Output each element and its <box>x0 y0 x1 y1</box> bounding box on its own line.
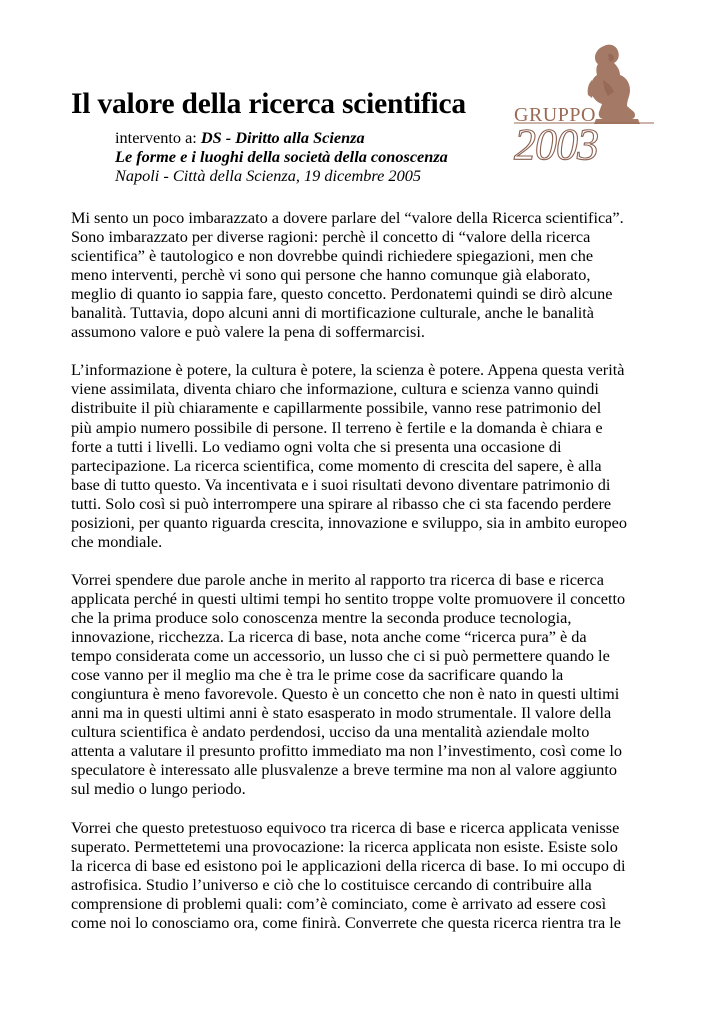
paragraph-line: che mondiale. <box>71 532 163 551</box>
paragraph-line: applicata perché in questi ultimi tempi ho sentito troppe volte promuovere il concetto <box>71 589 626 608</box>
logo-year: 2003 <box>514 120 598 169</box>
document-subtitle: Le forme e i luoghi della società della conoscenza <box>115 147 448 166</box>
paragraph-line: la ricerca di base ed esistono poi le applicazioni della ricerca di base. Io mi occupo di <box>71 856 626 875</box>
document-body <box>71 209 671 952</box>
paragraph-line: partecipazione. La ricerca scientifica, come momento di crescita del sapere, è alla <box>71 456 602 475</box>
paragraph-line: scientifica” è tautologico e non dovrebbe quindi richiedere spiegazioni, men che <box>71 247 594 266</box>
paragraph-line: innovazione, ricchezza. La ricerca di base, nota anche come “ricerca pura” è da <box>71 628 587 647</box>
paragraph-line: base di tutto questo. Va incentivata e i suoi risultati devono diventare patrimonio di <box>71 475 611 494</box>
paragraph-line: sul medio o lungo periodo. <box>71 780 246 799</box>
paragraph-line: Mi sento un poco imbarazzato a dovere parlare del “valore della Ricerca scientifica”. <box>71 209 624 227</box>
body-paragraph <box>71 819 671 933</box>
paragraph-line: forte a tutti i livelli. Lo vediamo ogni volta che si presenta una occasione di <box>71 437 562 456</box>
paragraph-line: viene assimilata, diventa chiaro che informazione, cultura e scienza vanno quindi <box>71 380 599 399</box>
paragraph-line: Vorrei che questo pretestuoso equivoco tra ricerca di base e ricerca applicata venisse <box>71 818 620 837</box>
paragraph-line: che la prima produce solo conoscenza mentre la seconda produce tecnologia, <box>71 608 572 627</box>
paragraph-line: banalità. Tuttavia, dopo alcuni anni di mortificazione culturale, anche le banalità <box>71 304 594 323</box>
paragraph-line: cose vanno per il meglio ma che è tra le prime cose da sacrificare quando la <box>71 666 564 685</box>
paragraph-line: posizioni, per quanto riguarda crescita, innovazione e sviluppo, sia in ambito europeo <box>71 513 627 532</box>
body-paragraph <box>71 571 671 800</box>
paragraph-line: più ampio numero possibile di persone. Il terreno è fertile e la domanda è chiara e <box>71 418 603 437</box>
paragraph-line: meglio di quanto io sappia fare, questo concetto. Perdonatemi quindi se dirò alcune <box>71 285 613 304</box>
paragraph-line: Vorrei spendere due parole anche in merito al rapporto tra ricerca di base e ricerca <box>71 570 604 589</box>
paragraph-line: L’informazione è potere, la cultura è potere, la scienza è potere. Appena questa verità <box>71 361 625 380</box>
paragraph-line: comprensione di problemi quali: com’è cominciato, come è arrivato ad essere così <box>71 894 607 913</box>
document-title: Il valore della ricerca scientifica <box>71 88 466 120</box>
venue-date: Napoli - Città della Scienza, 19 dicembre 2005 <box>115 166 421 185</box>
paragraph-line: congiuntura è meno favorevole. Questo è un concetto che non è nato in questi ultimi <box>71 685 620 704</box>
body-paragraph <box>71 209 671 342</box>
paragraph-line: speculatore è interessato alle plusvalenze a breve termine ma non al valore aggiunto <box>71 761 617 780</box>
document-meta <box>115 128 448 185</box>
paragraph-line: anni ma in questi ultimi anni è stato esasperato in modo strumentale. Il valore della <box>71 704 612 723</box>
intervento-prefix: intervento a: <box>115 128 201 147</box>
paragraph-line: attenta a valutare il presunto profitto immediato ma non l’investimento, così come lo <box>71 742 623 761</box>
paragraph-line: tempo considerata come un accessorio, un lusso che ci si può permettere quando le <box>71 647 610 666</box>
paragraph-line: come noi lo conosciamo ora, come finirà. Converrete che questa ricerca rientra tra le <box>71 913 621 932</box>
paragraph-line: astrofisica. Studio l’universo e ciò che lo costituisce cercando di contribuire alla <box>71 875 592 894</box>
paragraph-line: distribuite il più chiaramente e capillarmente possibile, vanno rese patrimonio del <box>71 399 602 418</box>
logo-word: GRUPPO <box>514 104 596 126</box>
paragraph-line: Sono imbarazzato per diverse ragioni: perchè il concetto di “valore della ricerca <box>71 228 591 247</box>
logo-wordmark <box>508 40 658 170</box>
body-paragraph <box>71 361 671 551</box>
intervento-event: DS - Diritto alla Scienza <box>200 128 365 147</box>
paragraph-line: cultura scientifica è andato perdendosi, ucciso da una mentalità aziendale molto <box>71 723 590 742</box>
paragraph-line: superato. Permettetemi una provocazione: la ricerca applicata non esiste. Esiste solo <box>71 837 618 856</box>
paragraph-line: meno interventi, perchè vi sono qui persone che hanno comunque già elaborato, <box>71 266 591 285</box>
paragraph-line: assumono valore e può valere la pena di soffermarcisi. <box>71 323 425 342</box>
paragraph-line: tutti. Solo così si può interrompere una spirare al ribasso che ci sta facendo perdere <box>71 494 612 513</box>
intervento-line <box>115 128 448 147</box>
gruppo-2003-logo <box>508 40 658 170</box>
